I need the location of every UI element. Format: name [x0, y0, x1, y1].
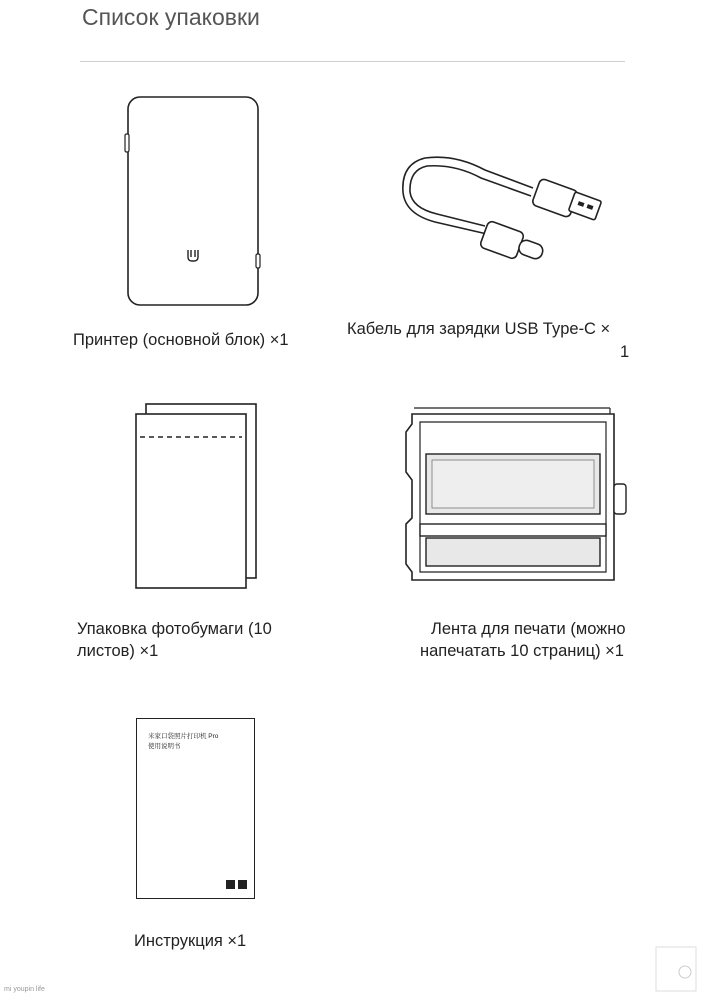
mi-logo-icon	[226, 880, 235, 889]
manual-illustration	[136, 718, 255, 899]
usb-cable-illustration	[395, 150, 610, 275]
mi-brand-icon	[238, 880, 247, 889]
printer-illustration	[122, 94, 262, 308]
page-title: Список упаковки	[82, 4, 260, 30]
cable-caption-line1: Кабель для зарядки USB Type-C ×	[347, 320, 611, 338]
ribbon-caption-line1: Лента для печати (можно	[431, 620, 626, 638]
footer-text: mi youpin life	[4, 986, 45, 993]
ribbon-cartridge-illustration	[402, 404, 632, 590]
paper-caption-line1: Упаковка фотобумаги (10	[77, 620, 272, 638]
manual-caption: Инструкция ×1	[134, 932, 247, 950]
cable-caption-line2: 1	[620, 343, 630, 361]
ribbon-caption-line2: напечатать 10 страниц) ×1	[420, 642, 624, 660]
watermark-stamp	[655, 946, 697, 992]
title-divider	[80, 61, 625, 62]
manual-title-line2: 使用说明书	[148, 743, 181, 750]
manual-title-line1: 米家口袋照片打印机 Pro	[148, 733, 219, 740]
paper-caption-line2: листов) ×1	[77, 642, 159, 660]
photo-paper-illustration	[132, 400, 262, 590]
printer-caption: Принтер (основной блок) ×1	[73, 331, 289, 349]
